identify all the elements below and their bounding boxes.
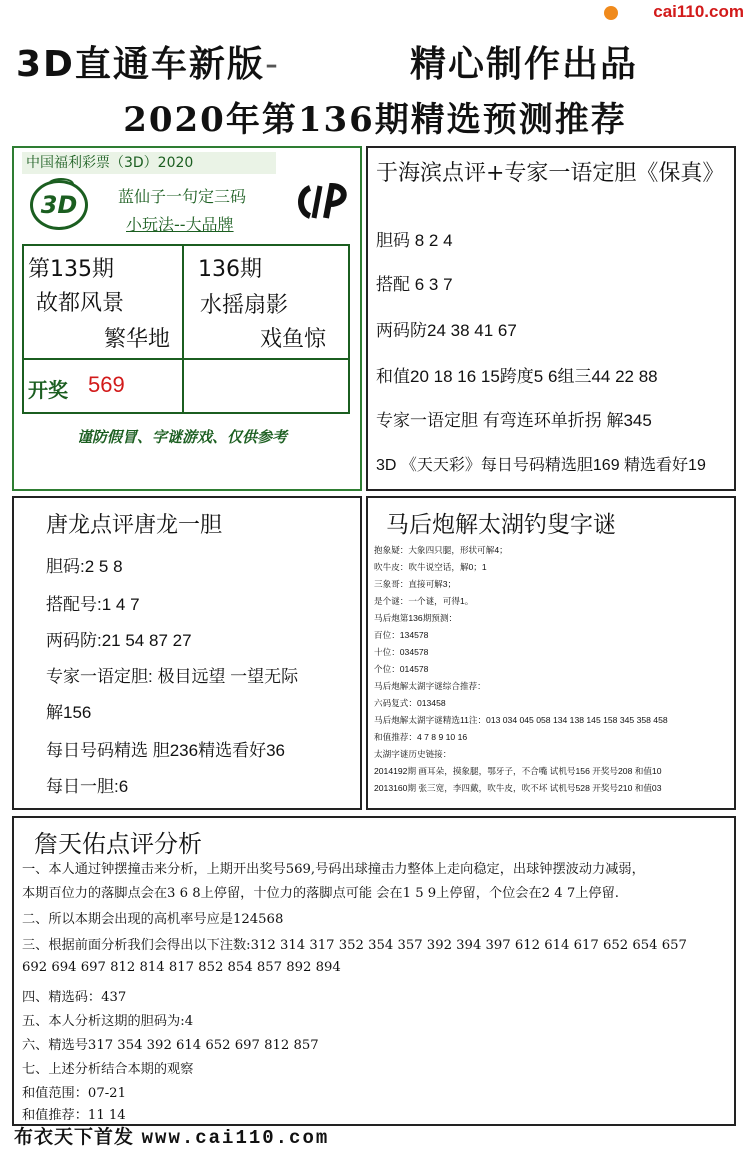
prev-period: 第135期 — [28, 257, 114, 282]
yu-line: 搭配 6 3 7 — [376, 275, 453, 294]
site-logo-icon — [604, 6, 618, 20]
header-right-title: 精心制作出品 — [410, 44, 639, 85]
cp-brand-icon — [296, 182, 352, 222]
prev-riddle-line-2: 繁华地 — [104, 327, 171, 352]
tang-line: 胆码:2 5 8 — [46, 557, 123, 576]
zhan-line: 和值范围：07-21 — [22, 1086, 126, 1101]
welfare-3d-logo: 3D — [30, 180, 88, 230]
draw-label: 开奖 — [28, 378, 68, 402]
ma-line: 吹牛皮：吹牛说空话，解0；1 — [374, 562, 487, 572]
ma-line: 马后炮解太湖字谜精选11注：013 034 045 058 134 138 145 158 345 358 458 — [374, 715, 668, 725]
ma-line: 百位：134578 — [374, 630, 429, 640]
ma-line: 六码复式：013458 — [374, 698, 446, 708]
yu-line: 3D 《天天彩》每日号码精选胆169 精选看好19 — [376, 457, 706, 474]
ma-line: 太湖字谜历史链接： — [374, 749, 452, 759]
prev-riddle-line-1: 故都风景 — [36, 291, 125, 316]
ma-line: 马后炮第136期预测： — [374, 613, 458, 623]
zhan-line: 五、本人分析这期的胆码为:4 — [22, 1014, 194, 1029]
tang-line: 每日一胆:6 — [46, 777, 129, 796]
site-url[interactable]: cai110.com — [653, 2, 744, 21]
ma-line: 是个谜：一个谜，可得1。 — [374, 596, 474, 606]
ma-line: 个位：014578 — [374, 664, 429, 674]
next-period: 136期 — [198, 257, 262, 282]
tang-title: 唐龙点评唐龙一胆 — [46, 513, 223, 538]
yu-line: 两码防24 38 41 67 — [376, 321, 517, 340]
zhan-line: 和值推荐：11 14 — [22, 1108, 126, 1123]
footer-text: 布衣天下首发 — [14, 1126, 135, 1148]
warning-text: 谨防假冒、字谜游戏、仅供参考 — [76, 428, 287, 446]
tang-line: 解156 — [46, 703, 92, 722]
zhan-line: 三、根据前面分析我们会得出以下注数:312 314 317 352 354 357 392 394 397 612 614 617 652 654 657 — [22, 938, 687, 953]
zhan-title: 詹天佑点评分析 — [34, 830, 202, 858]
issue-title: 2020年第136期精选预测推荐 — [123, 100, 627, 140]
ma-line: 三象哥：直接可解3； — [374, 579, 457, 589]
ma-line: 和值推荐：4 7 8 9 10 16 — [374, 732, 468, 742]
yu-line: 胆码 8 2 4 — [376, 231, 453, 250]
zhan-line: 本期百位力的落脚点会在3 6 8上停留，十位力的落脚点可能 会在1 5 9上停留，个位会在2 4 7上停留. — [22, 886, 619, 901]
ma-title: 马后炮解太湖钓叟字谜 — [386, 512, 616, 538]
next-riddle-line-1: 水摇扇影 — [200, 293, 289, 318]
next-riddle-line-2: 戏鱼惊 — [260, 327, 327, 352]
draw-value: 569 — [88, 372, 125, 397]
footer — [14, 1122, 329, 1149]
ma-line: 2013160期 张三宽，李四戴，吹牛皮，吹不坏 试机号528 开奖号210 和值03 — [374, 783, 662, 793]
tang-line: 专家一语定胆: 极目远望 一望无际 — [46, 667, 299, 686]
tang-line: 搭配号:1 4 7 — [46, 595, 140, 614]
slogan-2: 小玩法--大品牌 — [126, 215, 234, 234]
ma-line: 马后炮解太湖字谜综合推荐： — [374, 681, 486, 691]
zhan-line: 一、本人通过钟摆撞击来分析，上期开出奖号569,号码出球撞击力整体上走向稳定，出球钟摆波动力减弱， — [22, 862, 645, 877]
zhan-line: 二、所以本期会出现的高机率号应是124568 — [22, 912, 284, 927]
slogan-1: 蓝仙子一句定三码 — [118, 187, 247, 206]
ma-line: 十位：034578 — [374, 647, 429, 657]
zhan-line: 六、精选号317 354 392 614 652 697 812 857 — [22, 1038, 319, 1053]
zhan-line: 四、精选码：437 — [22, 990, 127, 1005]
ma-line: 2014192期 画耳朵，摸象腿，鄂牙子，不合嘴 试机号156 开奖号208 和值10 — [374, 766, 662, 776]
ma-line: 抱象疑：大象四只腿，形状可解4； — [374, 545, 508, 555]
lottery-banner: 中国福利彩票（3D）2020 — [22, 152, 276, 174]
zhan-line: 七、上述分析结合本期的观察 — [22, 1062, 194, 1077]
yu-title: 于海滨点评+专家一语定胆《保真》 — [376, 161, 725, 186]
footer-site-link[interactable]: www.cai110.com — [141, 1127, 330, 1149]
tang-panel — [12, 496, 362, 810]
header-left-title: 3D直通车新版- — [16, 44, 280, 85]
tang-line: 每日号码精选 胆236精选看好36 — [46, 741, 285, 760]
tang-line: 两码防:21 54 87 27 — [46, 631, 192, 650]
yu-line: 专家一语定胆 有弯连环单折拐 解345 — [376, 411, 652, 430]
yu-line: 和值20 18 16 15跨度5 6组三44 22 88 — [376, 367, 658, 386]
zhan-line: 692 694 697 812 814 817 852 854 857 892 894 — [22, 960, 341, 975]
